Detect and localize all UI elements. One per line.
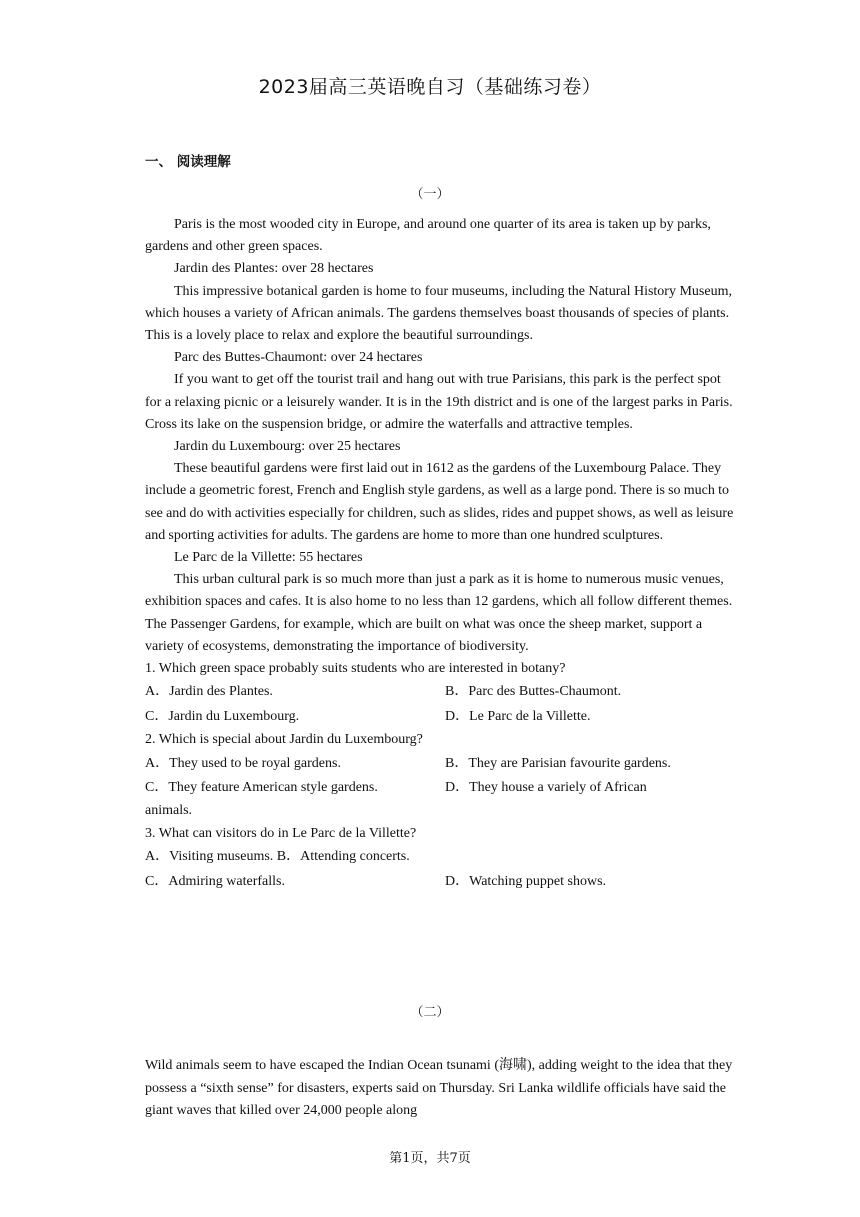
question-3-options-row bbox=[145, 869, 735, 894]
option-a: A．Jardin des Plantes. bbox=[145, 684, 273, 700]
option-b: B．Parc des Buttes-Chaumont. bbox=[445, 684, 622, 700]
question-2: 2. Which is special about Jardin du Luxembourg? bbox=[145, 732, 423, 748]
passage2-text: Wild animals seem to have escaped the Indian Ocean tsunami (海啸), adding weight to the idea that they possess a “sixth sense” for disasters, experts said on Thursday. Sri Lanka wildlife officials have said the giant waves that killed over 24,000 people along bbox=[145, 1058, 733, 1119]
passage1-heading: （一） bbox=[410, 187, 450, 202]
question-1: 1. Which green space probably suits students who are interested in botany? bbox=[145, 661, 566, 677]
passage2-heading: （二） bbox=[410, 1005, 450, 1020]
question-1-options-row bbox=[145, 705, 735, 730]
option-a-b: A．Visiting museums. B．Attending concerts. bbox=[145, 849, 410, 865]
question-2-options-row bbox=[145, 776, 735, 801]
option-d-continuation: animals. bbox=[145, 803, 193, 819]
page-footer: 第1页，共7页 bbox=[389, 1151, 471, 1166]
question-3: 3. What can visitors do in Le Parc de la Villette? bbox=[145, 825, 417, 841]
park-description: If you want to get off the tourist trail and hang out with true Parisians, this park is the perfect spot for a relaxing picnic or a leisurely wander. It is in the 19th district and is one of the largest parks in Paris. Cross its lake on the suspension bridge, or admire the waterfalls and attractive temples. bbox=[145, 372, 733, 432]
question-1-options-row bbox=[145, 680, 735, 705]
document-title: 2023届高三英语晚自习（基础练习卷） bbox=[258, 76, 602, 98]
question-3-options-row bbox=[145, 845, 735, 870]
park-heading: Jardin des Plantes: over 28 hectares bbox=[174, 261, 374, 277]
option-b: B．They are Parisian favourite gardens. bbox=[445, 755, 671, 771]
passage1-body bbox=[145, 214, 735, 894]
option-d: D．They house a variely of African bbox=[445, 780, 647, 796]
option-d: D．Le Parc de la Villette. bbox=[445, 708, 591, 724]
park-heading: Parc des Buttes-Chaumont: over 24 hectares bbox=[174, 350, 423, 366]
option-d: D．Watching puppet shows. bbox=[445, 873, 607, 889]
park-heading: Le Parc de la Villette: 55 hectares bbox=[174, 550, 363, 566]
option-c: C．Admiring waterfalls. bbox=[145, 873, 285, 889]
park-description: These beautiful gardens were first laid out in 1612 as the gardens of the Luxembourg Palace. They include a geometric forest, French and English style gardens, as well as a large pond. There is so much to see and do with activities especially for children, such as slides, rides and puppet shows, as well as leisure and sporting activities for adults. The gardens are home to more than one hundred sculptures. bbox=[145, 461, 734, 543]
park-heading: Jardin du Luxembourg: over 25 hectares bbox=[174, 439, 401, 455]
option-c: C．Jardin du Luxembourg. bbox=[145, 708, 300, 724]
passage1-intro: Paris is the most wooded city in Europe, and around one quarter of its area is taken up by parks, gardens and other green spaces. bbox=[145, 217, 711, 255]
option-c: C．They feature American style gardens. bbox=[145, 780, 378, 796]
question-2-options-row bbox=[145, 751, 735, 776]
option-a: A．They used to be royal gardens. bbox=[145, 755, 341, 771]
section-heading-reading: 一、 阅读理解 bbox=[145, 154, 231, 170]
passage2-body bbox=[145, 1055, 735, 1123]
park-description: This urban cultural park is so much more than just a park as it is home to numerous music venues, exhibition spaces and cafes. It is also home to no less than 12 gardens, which all follow different themes. The Passenger Gardens, for example, which are built on what was once the sheep market, support a variety of ecosystems, demonstrating the importance of biodiversity. bbox=[145, 572, 733, 654]
park-description: This impressive botanical garden is home to four museums, including the Natural History Museum, which houses a variety of African animals. The gardens themselves boast thousands of species of plants. This is a lovely place to relax and explore the beautiful surroundings. bbox=[145, 283, 732, 344]
